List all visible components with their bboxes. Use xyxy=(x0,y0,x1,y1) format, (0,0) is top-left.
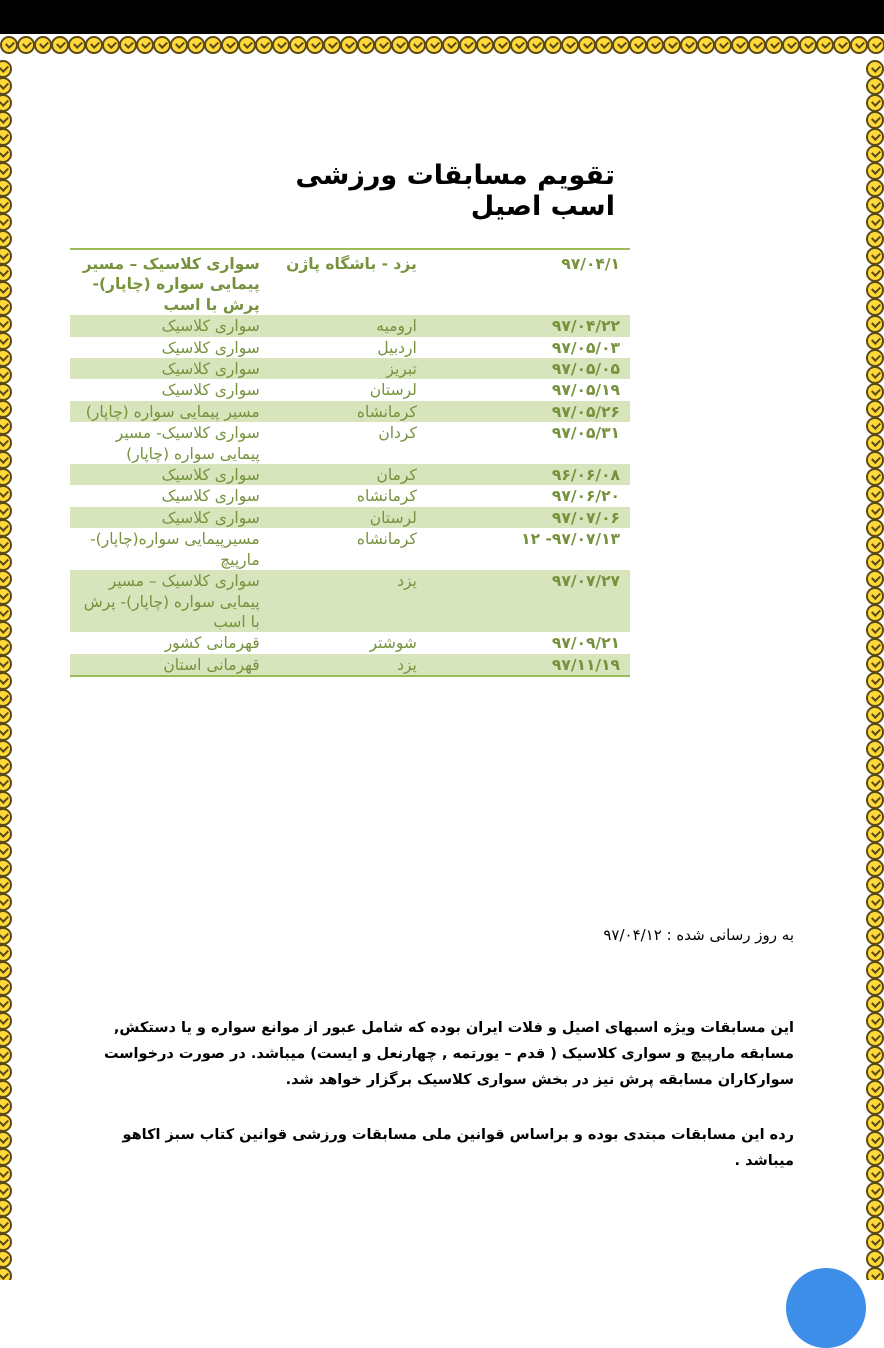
rosette-icon xyxy=(0,1182,12,1200)
rosette-icon xyxy=(527,36,545,54)
rosette-icon xyxy=(866,791,884,809)
event-type: قهرمانی کشور xyxy=(164,634,260,653)
event-type: مسیرپیمایی سواره(چاپار)- مارپیچ xyxy=(90,530,260,569)
rosette-icon xyxy=(0,1063,12,1081)
event-type: سواری کلاسیک xyxy=(70,315,264,336)
rosette-icon xyxy=(0,689,12,707)
rosette-icon xyxy=(0,621,12,639)
event-type: سواری کلاسیک- مسیر پیمایی سواره (چاپار) xyxy=(115,424,260,463)
rosette-icon xyxy=(510,36,528,54)
top-bar xyxy=(0,0,884,34)
rosette-icon xyxy=(866,179,884,197)
rosette-icon xyxy=(544,36,562,54)
rosette-icon xyxy=(629,36,647,54)
event-place: ارومیه xyxy=(264,315,447,336)
event-type: سواری کلاسیک – مسیر پیمایی سواره (چاپار)- پرش با اسب xyxy=(82,255,260,314)
rosette-icon xyxy=(866,587,884,605)
rosette-icon xyxy=(0,757,12,775)
rosette-icon xyxy=(0,60,12,78)
event-place: کرمان xyxy=(264,464,447,485)
rosette-icon xyxy=(816,36,834,54)
event-date: ۹۷/۱۱/۱۹ xyxy=(447,654,630,676)
rosette-icon xyxy=(0,1029,12,1047)
rosette-icon xyxy=(34,36,52,54)
rosette-icon xyxy=(866,1148,884,1166)
rosette-icon xyxy=(68,36,86,54)
rosette-icon xyxy=(0,655,12,673)
page-title: تقویم مسابقات ورزشی اسب اصیل xyxy=(295,160,615,222)
rosette-icon xyxy=(0,366,12,384)
event-date: ۹۶/۰۶/۰۸ xyxy=(447,464,630,485)
rosette-icon xyxy=(391,36,409,54)
floating-action-button[interactable] xyxy=(786,1268,866,1348)
rosette-icon xyxy=(748,36,766,54)
rosette-icon xyxy=(866,196,884,214)
rosette-icon xyxy=(866,944,884,962)
rosette-icon xyxy=(866,1250,884,1268)
event-place: کرمانشاه xyxy=(264,401,447,422)
rosette-icon xyxy=(0,1097,12,1115)
rosette-icon xyxy=(0,723,12,741)
rosette-icon xyxy=(238,36,256,54)
event-date: ۹۷/۰۵/۱۹ xyxy=(551,381,620,400)
rosette-icon xyxy=(866,961,884,979)
rosette-icon xyxy=(866,689,884,707)
rosette-icon xyxy=(731,36,749,54)
rosette-icon xyxy=(866,1233,884,1251)
rosette-icon xyxy=(866,502,884,520)
rosette-icon xyxy=(0,1165,12,1183)
table-row xyxy=(70,485,630,506)
rosette-icon xyxy=(0,1199,12,1217)
rosette-icon xyxy=(459,36,477,54)
rosette-icon xyxy=(0,842,12,860)
table-row xyxy=(70,358,630,379)
rosette-icon xyxy=(0,468,12,486)
rosette-icon xyxy=(340,36,358,54)
rosette-icon xyxy=(0,876,12,894)
rosette-icon xyxy=(866,876,884,894)
rosette-icon xyxy=(323,36,341,54)
event-date: ۹۷/۰۶/۲۰ xyxy=(551,487,620,506)
rosette-icon xyxy=(866,621,884,639)
rosette-icon xyxy=(0,774,12,792)
rosette-icon xyxy=(85,36,103,54)
table-row xyxy=(70,507,630,528)
event-date: ۹۷/۰۵/۰۳ xyxy=(551,338,620,357)
rosette-icon xyxy=(765,36,783,54)
rosette-icon xyxy=(866,757,884,775)
rosette-icon xyxy=(680,36,698,54)
rosette-icon xyxy=(866,468,884,486)
rosette-icon xyxy=(0,400,12,418)
rosette-icon xyxy=(0,1267,12,1280)
rosette-icon xyxy=(782,36,800,54)
table-row xyxy=(70,654,630,676)
rosette-icon xyxy=(0,553,12,571)
rosette-icon xyxy=(867,36,884,54)
event-type: مسیر پیمایی سواره (چاپار) xyxy=(70,401,264,422)
rosette-icon xyxy=(51,36,69,54)
event-type: سواری کلاسیک xyxy=(161,381,260,400)
rosette-icon xyxy=(0,893,12,911)
rosette-icon xyxy=(221,36,239,54)
rosette-icon xyxy=(0,264,12,282)
rosette-icon xyxy=(0,247,12,265)
rosette-icon xyxy=(866,1114,884,1132)
event-date: ۹۷/۰۷/۱۳- ۱۲ xyxy=(521,530,620,549)
rosette-icon xyxy=(0,213,12,231)
rosette-icon xyxy=(866,434,884,452)
rosette-icon xyxy=(0,791,12,809)
event-type: سواری کلاسیک xyxy=(161,338,260,357)
event-place: کرمانشاه xyxy=(356,530,417,549)
event-type: سواری کلاسیک xyxy=(70,358,264,379)
rosette-icon xyxy=(0,349,12,367)
rosette-icon xyxy=(0,1250,12,1268)
rosette-icon xyxy=(0,519,12,537)
rosette-icon xyxy=(374,36,392,54)
rosette-icon xyxy=(866,111,884,129)
rosette-icon xyxy=(866,808,884,826)
event-type: سواری کلاسیک – مسیر پیمایی سواره (چاپار)- پرش با اسب xyxy=(70,570,264,632)
rosette-icon xyxy=(0,128,12,146)
rosette-icon xyxy=(866,927,884,945)
rosette-icon xyxy=(866,451,884,469)
table-row xyxy=(70,249,630,315)
table-row xyxy=(70,464,630,485)
rosette-icon xyxy=(866,1199,884,1217)
rosette-icon xyxy=(408,36,426,54)
rosette-icon xyxy=(866,230,884,248)
rosette-icon xyxy=(0,417,12,435)
event-place: یزد - باشگاه پاژن xyxy=(286,255,417,273)
event-type: قهرمانی استان xyxy=(70,654,264,676)
rosette-icon xyxy=(866,842,884,860)
rosette-icon xyxy=(0,587,12,605)
rosette-icon xyxy=(866,638,884,656)
rosette-icon xyxy=(187,36,205,54)
table-row xyxy=(70,337,630,358)
event-date: ۹۷/۰۷/۰۶ xyxy=(447,507,630,528)
rosette-icon xyxy=(646,36,664,54)
rosette-icon xyxy=(153,36,171,54)
rosette-icon xyxy=(0,978,12,996)
event-type: سواری کلاسیک xyxy=(70,464,264,485)
rosette-icon xyxy=(0,485,12,503)
event-place: لرستان xyxy=(264,507,447,528)
event-date: ۹۷/۰۷/۲۷ xyxy=(447,570,630,632)
rosette-icon xyxy=(255,36,273,54)
rosette-icon xyxy=(0,1046,12,1064)
rosette-icon xyxy=(866,485,884,503)
rosette-icon xyxy=(0,706,12,724)
rosette-icon xyxy=(0,1148,12,1166)
rules-paragraph: رده این مسابقات مبتدی بوده و براساس قوانین ملی مسابقات ورزشی قوانین کتاب سبز اکاهو میباشد . xyxy=(122,1127,794,1169)
rosette-icon xyxy=(799,36,817,54)
rosette-icon xyxy=(119,36,137,54)
rosette-icon xyxy=(866,553,884,571)
rosette-icon xyxy=(833,36,851,54)
event-type: سواری کلاسیک xyxy=(161,487,260,506)
rosette-icon xyxy=(663,36,681,54)
event-date: ۹۷/۰۵/۰۵ xyxy=(447,358,630,379)
rosette-icon xyxy=(0,383,12,401)
rosette-icon xyxy=(0,111,12,129)
event-place: کردان xyxy=(378,424,417,443)
event-place: اردبیل xyxy=(377,338,417,357)
decorative-border-right xyxy=(866,60,884,1280)
rosette-icon xyxy=(866,570,884,588)
table-row xyxy=(70,315,630,336)
rosette-icon xyxy=(866,723,884,741)
rosette-icon xyxy=(0,281,12,299)
rosette-icon xyxy=(866,1029,884,1047)
description-paragraph: این مسابقات ویژه اسبهای اصیل و فلات ایران بوده که شامل عبور از موانع سواره و یا دستکش, مسابقه مارپیچ و سواری کلاسیک ( قدم – یورتمه , چهارنعل و ایست) میباشد. در صورت درخواست سوارکاران مسابقه پرش نیز در بخش سواری کلاسیک برگزار خواهد شد. xyxy=(103,1020,794,1088)
rosette-icon xyxy=(866,536,884,554)
rosette-icon xyxy=(866,1216,884,1234)
rosette-icon xyxy=(0,332,12,350)
rosette-icon xyxy=(0,859,12,877)
rosette-icon xyxy=(0,196,12,214)
rosette-icon xyxy=(0,434,12,452)
rosette-icon xyxy=(866,825,884,843)
rosette-icon xyxy=(866,995,884,1013)
rosette-icon xyxy=(0,808,12,826)
rosette-icon xyxy=(0,162,12,180)
rosette-icon xyxy=(866,672,884,690)
rosette-icon xyxy=(866,604,884,622)
event-place: شوشتر xyxy=(369,634,417,653)
event-date: ۹۷/۰۹/۲۱ xyxy=(551,634,620,653)
rosette-icon xyxy=(0,1114,12,1132)
rosette-icon xyxy=(0,536,12,554)
rosette-icon xyxy=(866,859,884,877)
rosette-icon xyxy=(0,298,12,316)
rosette-icon xyxy=(0,672,12,690)
rosette-icon xyxy=(17,36,35,54)
rosette-icon xyxy=(170,36,188,54)
table-row xyxy=(70,632,630,653)
rosette-icon xyxy=(357,36,375,54)
event-date: ۹۷/۰۴/۲۲ xyxy=(447,315,630,336)
event-date: ۹۷/۰۵/۲۶ xyxy=(447,401,630,422)
rosette-icon xyxy=(0,145,12,163)
rosette-icon xyxy=(866,1182,884,1200)
rosette-icon xyxy=(714,36,732,54)
rosette-icon xyxy=(0,1080,12,1098)
rosette-icon xyxy=(0,1131,12,1149)
table-row xyxy=(70,401,630,422)
rosette-icon xyxy=(866,162,884,180)
rosette-icon xyxy=(866,400,884,418)
event-place: یزد xyxy=(264,654,447,676)
rosette-icon xyxy=(0,740,12,758)
rosette-icon xyxy=(866,349,884,367)
rosette-icon xyxy=(136,36,154,54)
rosette-icon xyxy=(866,145,884,163)
event-place: کرمانشاه xyxy=(356,487,417,506)
rosette-icon xyxy=(0,77,12,95)
rosette-icon xyxy=(0,961,12,979)
rosette-icon xyxy=(866,1267,884,1280)
rosette-icon xyxy=(0,927,12,945)
rosette-icon xyxy=(866,774,884,792)
rosette-icon xyxy=(0,944,12,962)
rosette-icon xyxy=(272,36,290,54)
updated-date: به روز رسانی شده : ۹۷/۰۴/۱۲ xyxy=(603,926,794,944)
rosette-icon xyxy=(306,36,324,54)
decorative-border-left xyxy=(0,60,16,1280)
event-place: یزد xyxy=(264,570,447,632)
rosette-icon xyxy=(0,825,12,843)
rosette-icon xyxy=(866,417,884,435)
rosette-icon xyxy=(0,910,12,928)
rosette-icon xyxy=(866,1080,884,1098)
rosette-icon xyxy=(0,230,12,248)
rosette-icon xyxy=(0,1012,12,1030)
rosette-icon xyxy=(866,315,884,333)
rosette-icon xyxy=(866,94,884,112)
rosette-icon xyxy=(866,706,884,724)
rosette-icon xyxy=(866,128,884,146)
rosette-icon xyxy=(866,1131,884,1149)
rosette-icon xyxy=(0,315,12,333)
rosette-icon xyxy=(0,1216,12,1234)
rosette-icon xyxy=(0,995,12,1013)
table-row xyxy=(70,422,630,464)
rosette-icon xyxy=(595,36,613,54)
rosette-icon xyxy=(866,264,884,282)
rosette-icon xyxy=(866,910,884,928)
rosette-icon xyxy=(850,36,868,54)
event-date: ۹۷/۰۴/۱ xyxy=(561,255,620,273)
rosette-icon xyxy=(866,281,884,299)
rosette-icon xyxy=(866,655,884,673)
rosette-icon xyxy=(0,451,12,469)
event-place: تبریز xyxy=(264,358,447,379)
rosette-icon xyxy=(866,740,884,758)
rosette-icon xyxy=(0,502,12,520)
rosette-icon xyxy=(866,1097,884,1115)
rosette-icon xyxy=(866,893,884,911)
rosette-icon xyxy=(289,36,307,54)
rosette-icon xyxy=(866,332,884,350)
rosette-icon xyxy=(866,978,884,996)
rosette-icon xyxy=(866,1012,884,1030)
rosette-icon xyxy=(0,638,12,656)
rosette-icon xyxy=(476,36,494,54)
event-place: لرستان xyxy=(369,381,417,400)
rosette-icon xyxy=(561,36,579,54)
rosette-icon xyxy=(866,60,884,78)
rosette-icon xyxy=(866,366,884,384)
rosette-icon xyxy=(866,383,884,401)
rosette-icon xyxy=(866,519,884,537)
rosette-icon xyxy=(102,36,120,54)
rosette-icon xyxy=(612,36,630,54)
rosette-icon xyxy=(0,179,12,197)
rosette-icon xyxy=(866,1165,884,1183)
rosette-icon xyxy=(0,36,18,54)
calendar-table xyxy=(70,248,630,677)
rosette-icon xyxy=(442,36,460,54)
rosette-icon xyxy=(578,36,596,54)
rosette-icon xyxy=(866,298,884,316)
rosette-icon xyxy=(493,36,511,54)
rosette-icon xyxy=(866,213,884,231)
table-row xyxy=(70,528,630,570)
rosette-icon xyxy=(866,247,884,265)
rosette-icon xyxy=(697,36,715,54)
rosette-icon xyxy=(425,36,443,54)
event-date: ۹۷/۰۵/۳۱ xyxy=(551,424,620,443)
rosette-icon xyxy=(866,1063,884,1081)
rosette-icon xyxy=(0,1233,12,1251)
rosette-icon xyxy=(204,36,222,54)
event-type: سواری کلاسیک xyxy=(70,507,264,528)
rosette-icon xyxy=(0,94,12,112)
rosette-icon xyxy=(866,1046,884,1064)
table-row xyxy=(70,379,630,400)
rosette-icon xyxy=(0,604,12,622)
table-row xyxy=(70,570,630,632)
rosette-icon xyxy=(866,77,884,95)
decorative-border-top xyxy=(0,36,884,60)
rosette-icon xyxy=(0,570,12,588)
